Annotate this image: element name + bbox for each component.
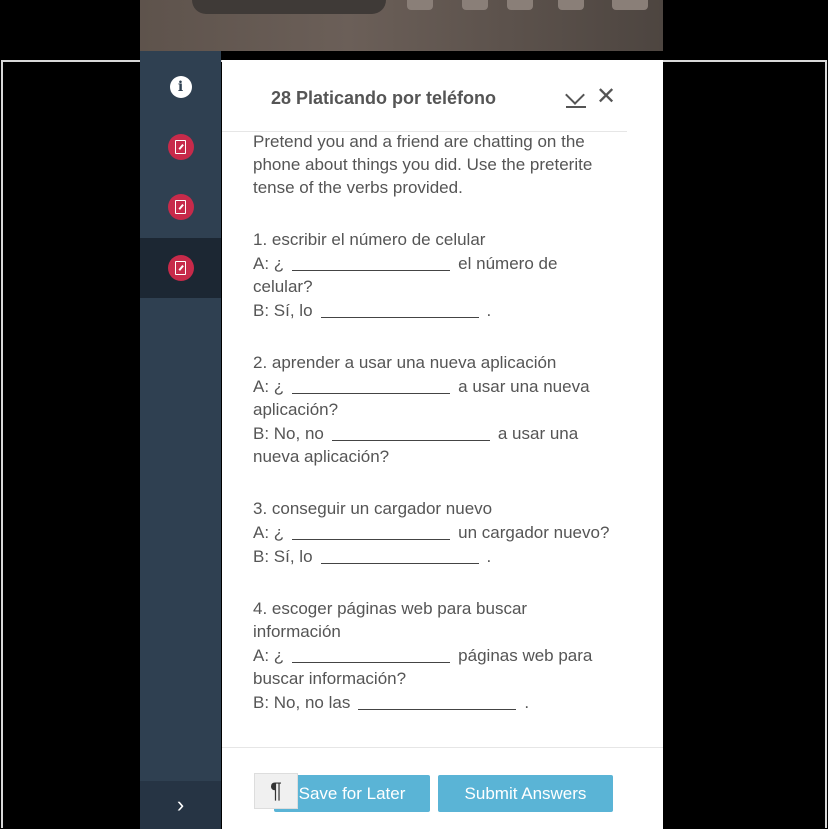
- background-icon: [507, 0, 533, 10]
- question-item-3: [253, 497, 613, 568]
- close-icon[interactable]: ✕: [595, 83, 617, 110]
- sidebar-item-info[interactable]: [140, 57, 221, 117]
- answer-line-b: B: Sí, lo .: [253, 298, 613, 322]
- answer-line-b: B: No, no a usar una nueva aplicación?: [253, 421, 613, 468]
- answer-blank-3b[interactable]: [321, 544, 479, 564]
- question-item-4: [253, 597, 613, 714]
- answer-line-a: A: ¿ un cargador nuevo?: [253, 520, 613, 544]
- sidebar-expand-button[interactable]: [140, 781, 221, 829]
- question-item-2: [253, 351, 613, 468]
- question-icon: [168, 255, 194, 281]
- info-icon: i: [170, 76, 192, 98]
- background-icon: [612, 0, 648, 10]
- background-icon: [462, 0, 488, 10]
- sidebar-item-question-3[interactable]: [140, 238, 221, 298]
- answer-line-a: A: ¿ a usar una nueva aplicación?: [253, 374, 613, 421]
- question-panel: [222, 60, 663, 829]
- answer-line-a: A: ¿ el número de celular?: [253, 251, 613, 298]
- question-prompt: 3. conseguir un cargador nuevo: [253, 499, 493, 518]
- panel-footer: [222, 747, 663, 829]
- collapse-icon[interactable]: [565, 84, 589, 110]
- answer-blank-2b[interactable]: [332, 421, 490, 441]
- chevron-right-icon: ›: [176, 792, 185, 817]
- background-pill: [192, 0, 386, 14]
- question-content: [253, 130, 613, 714]
- question-icon: [168, 194, 194, 220]
- answer-blank-4b[interactable]: [358, 690, 516, 710]
- answer-blank-1a[interactable]: [292, 251, 450, 271]
- background-icon: [558, 0, 584, 10]
- save-for-later-button[interactable]: Save for Later: [274, 775, 430, 812]
- instructions-text: Pretend you and a friend are chatting on the phone about things you did. Use the preterite tense of the verbs provided.: [253, 132, 593, 197]
- sidebar-item-question-2[interactable]: [140, 177, 221, 237]
- question-prompt: 1. escribir el número de celular: [253, 230, 486, 249]
- submit-answers-button[interactable]: Submit Answers: [438, 775, 613, 812]
- answer-blank-2a[interactable]: [292, 374, 450, 394]
- panel-header: [222, 60, 627, 132]
- question-prompt: 2. aprender a usar una nueva aplicación: [253, 353, 557, 372]
- sidebar-item-question-1[interactable]: [140, 117, 221, 177]
- answer-line-b: B: Sí, lo .: [253, 544, 613, 568]
- answer-blank-3a[interactable]: [292, 520, 450, 540]
- question-sidebar: [140, 51, 221, 829]
- question-item-1: [253, 228, 613, 322]
- page-title: 28 Platicando por teléfono: [271, 88, 497, 108]
- answer-blank-4a[interactable]: [292, 643, 450, 663]
- answer-blank-1b[interactable]: [321, 298, 479, 318]
- answer-line-a: A: ¿ páginas web para buscar información?: [253, 643, 613, 690]
- paragraph-icon[interactable]: ¶: [254, 773, 298, 809]
- question-prompt: 4. escoger páginas web para buscar información: [253, 599, 528, 641]
- background-icon: [407, 0, 433, 10]
- question-icon: [168, 134, 194, 160]
- background-app-strip: [140, 0, 663, 51]
- answer-line-b: B: No, no las .: [253, 690, 613, 714]
